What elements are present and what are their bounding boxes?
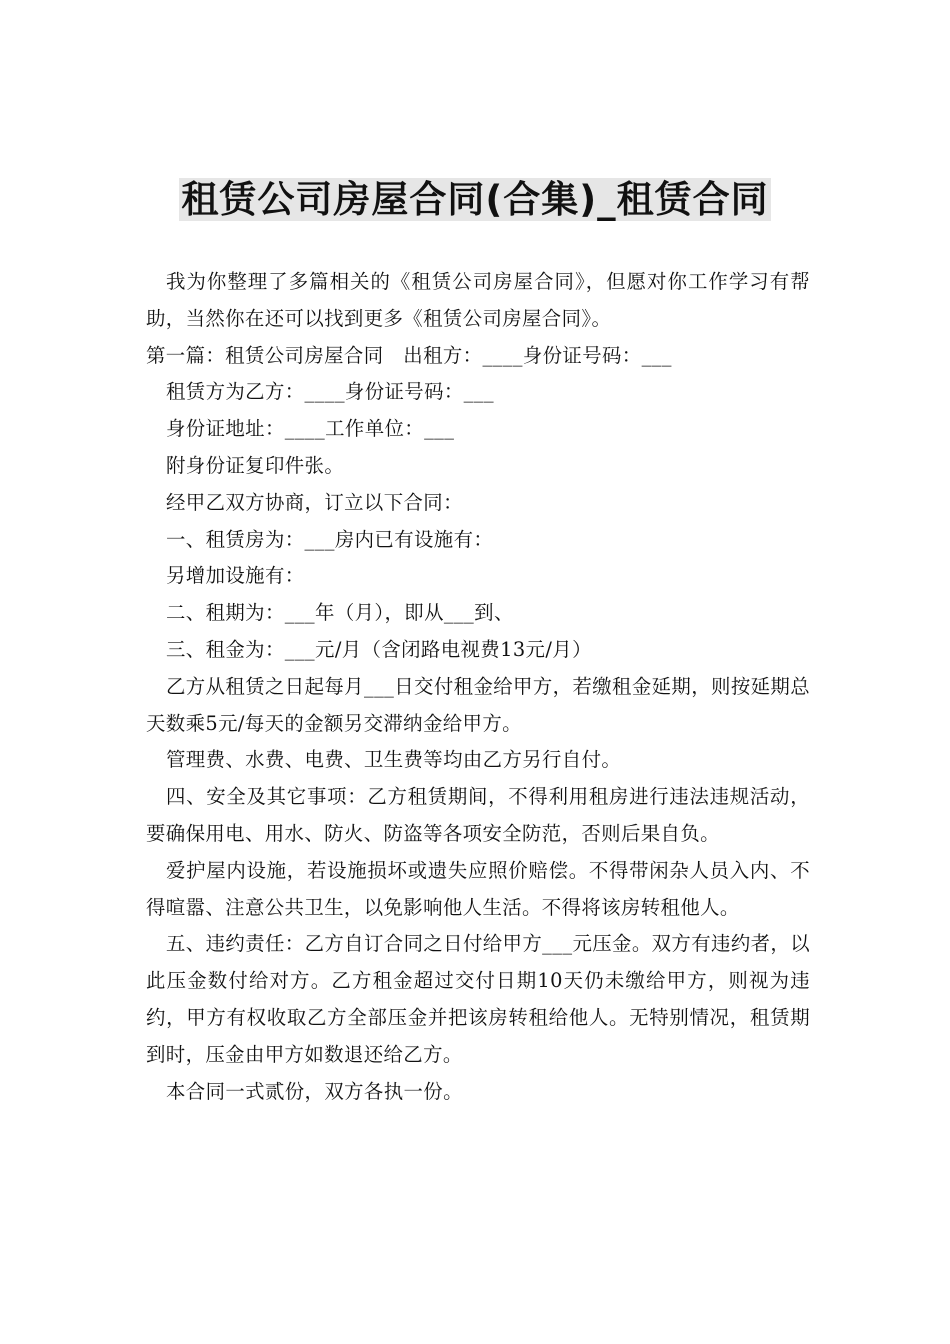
paragraph-lessee: 租赁方为乙方：____身份证号码：___	[166, 380, 494, 404]
document-title-text: 租赁公司房屋合同(合集)_租赁合同	[181, 178, 769, 221]
paragraph-item-2: 二、租期为：___年（月），即从___到、	[166, 601, 514, 625]
paragraph-first-section: 第一篇：租赁公司房屋合同 出租方：____身份证号码：___	[146, 343, 672, 367]
paragraph-intro: 我为你整理了多篇相关的《租赁公司房屋合同》，但愿对你工作学习有帮助，当然你在还可以找到更多《租赁公司房屋合同》。	[146, 270, 810, 330]
paragraph-item-5: 五、违约责任：乙方自订合同之日付给甲方___元压金。双方有违约者，以此压金数付给对方。乙方租金超过交付日期10天仍未缴给甲方，则视为违约，甲方有权收取乙方全部压金并把该房转租给他人。无特别情况，租赁期到时，压金由甲方如数退还给乙方。	[146, 932, 810, 1066]
paragraph-facilities-care: 爱护屋内设施，若设施损坏或遗失应照价赔偿。不得带闲杂人员入内、不得喧嚣、注意公共卫生，以免影响他人生活。不得将该房转租他人。	[146, 858, 810, 919]
paragraph-copies: 本合同一式贰份，双方各执一份。	[166, 1079, 463, 1103]
paragraph-item-1: 一、租赁房为：___房内已有设施有：	[166, 527, 494, 551]
paragraph-item-4: 四、安全及其它事项：乙方租赁期间，不得利用租房进行违法违规活动，要确保用电、用水、防火、防盗等各项安全防范，否则后果自负。	[146, 785, 810, 845]
paragraph-id-copy: 附身份证复印件张。	[166, 453, 345, 477]
document-body	[146, 264, 810, 1110]
paragraph-item-3: 三、租金为：___元/月（含闭路电视费13元/月）	[166, 637, 592, 661]
paragraph-fees: 管理费、水费、电费、卫生费等均由乙方另行自付。	[166, 748, 622, 772]
document-title	[0, 172, 950, 228]
paragraph-rent-payment: 乙方从租赁之日起每月___日交付租金给甲方，若缴租金延期，则按延期总天数乘5元/每天的金额另交滞纳金给甲方。	[146, 674, 810, 735]
paragraph-extra-facilities: 另增加设施有：	[166, 564, 305, 588]
paragraph-agreement: 经甲乙双方协商，订立以下合同：	[166, 490, 463, 514]
paragraph-id-address: 身份证地址：____工作单位：___	[166, 417, 455, 441]
